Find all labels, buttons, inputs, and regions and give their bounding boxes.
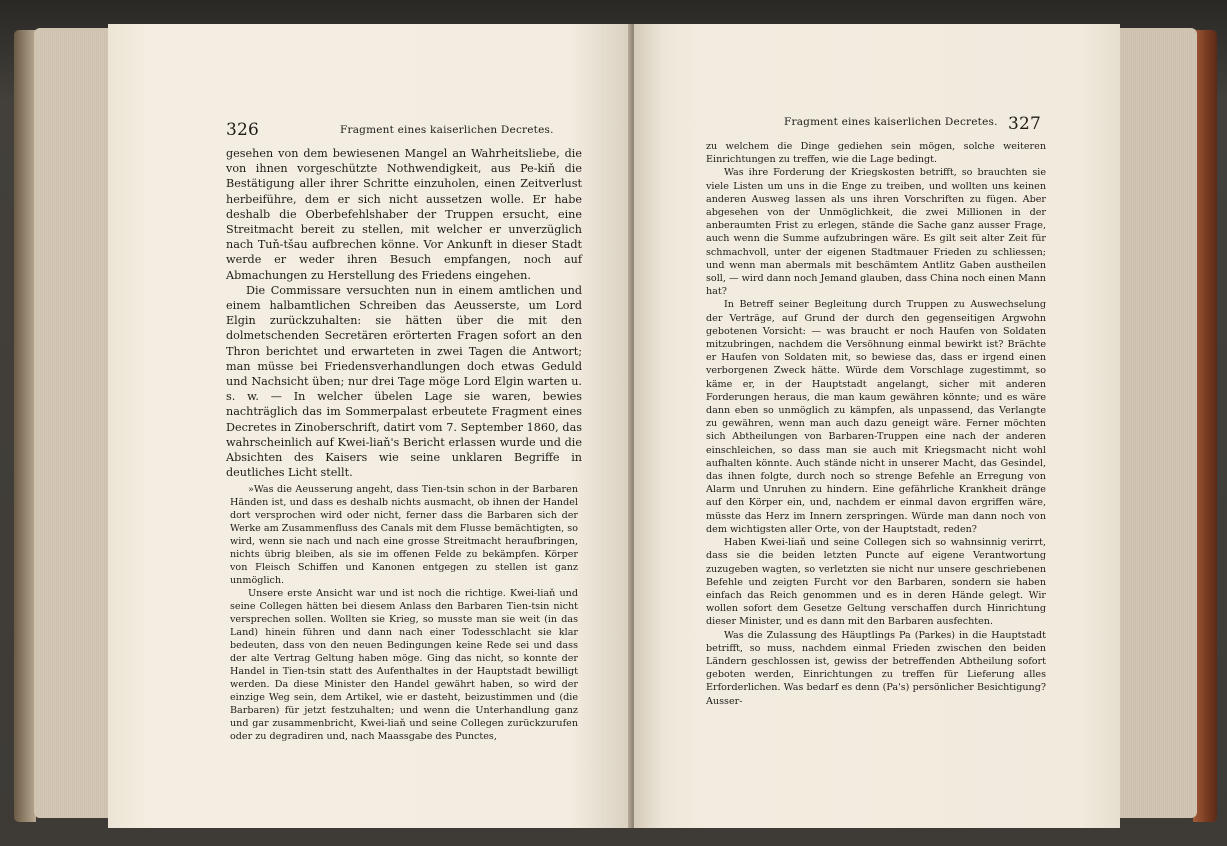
book-cover-left (14, 30, 36, 822)
right-page-text (706, 140, 1046, 708)
right-page-number: 327 (1008, 114, 1042, 134)
quote-paragraph: In Betreff seiner Begleitung durch Truppen zu Auswechselung der Verträge, auf Grund der durch den gegenseitigen Argwohn gebotenen Vorsicht: — was braucht er noch Haufen von Soldaten mitzubringen, nachdem die Versöhnung einmal bewirkt ist? Brächte er Haufen von Soldaten mit, so bewiese das, dass er irgend einen verborgenen Zweck hätte. Würde dem Vorschlage zugestimmt, so käme er, in der Hauptstadt angelangt, sicher mit anderen Forderungen heraus, die man kaum gewähren könnte; und es wäre dann eben so unmöglich zu kämpfen, als unpassend, das Verlangte zu gewähren, wenn man auch dazu geneigt wäre. Ferner möchten sich Abtheilungen von Barbaren-Truppen eine nach der anderen einschleichen, so dass man sie auch mit Kriegsmacht nicht wohl aufhalten könnte. Auch stände nicht in unserer Macht, das Gesindel, das ihnen folgte, durch noch so strenge Befehle an Erregung von Alarm und Unruhen zu hindern. Eine gefährliche Krankheit dränge auf den Körper ein, und, nachdem er einmal davon ergriffen wäre, müsste das Herz im Innern zerspringen. Würde man dann noch von dem wichtigsten aller Orte, von der Hauptstadt, reden? (706, 299, 1046, 535)
quote-paragraph: Haben Kwei-liaň und seine Collegen sich so wahnsinnig verirrt, dass sie die beiden letzten Puncte auf eigene Verantwortung zuzugeben wagten, so verletzten sie nicht nur unsere geschriebenen Befehle und zeigten Furcht vor den Barbaren, sondern sie haben einfach das Reich genommen und es in deren Hände gelegt. Wir wollen sofort dem Gesetze Geltung verschaffen durch Hinrichtung dieser Minister, und es dann mit den Barbaren ausfechten. (706, 537, 1046, 628)
right-page (634, 24, 1120, 828)
page-edges-left (34, 28, 110, 818)
quote-paragraph: zu welchem die Dinge gediehen sein mögen, solche weiteren Einrichtungen zu treffen, wie die Lage bedingt. (706, 141, 1046, 166)
left-page-header (108, 120, 632, 142)
left-page-text (226, 146, 582, 743)
left-page-number: 326 (226, 120, 260, 140)
paragraph: Die Commissare versuchten nun in einem amtlichen und einem halbamtlichen Schreiben das Aeusserste, um Lord Elgin zurückzuhalten: sie hätten über die mit den dolmetschenden Secretären erörterten Fragen sofort an den Thron berichtet und erwarteten in zwei Tagen die Antwort; man müsse bei Friedensverhandlungen doch etwas Geduld und Nachsicht üben; nur drei Tage möge Lord Elgin warten u. s. w. — In welcher übelen Lage sie waren, bewies nachträglich das im Sommerpalast erbeutete Fragment eines Decretes in Zinoberschrift, datirt vom 7. September 1860, das wahrscheinlich auf Kwei-liaň's Bericht erlassen wurde und die Absichten des Kaisers wie seine unklaren Begriffe in deutliches Licht stellt. (226, 283, 582, 480)
right-running-head: Fragment eines kaiserlichen Decretes. (784, 116, 998, 128)
quote-paragraph: »Was die Aeusserung angeht, dass Tien-tsin schon in der Barbaren Händen ist, und dass es deshalb nichts ausmacht, ob ihnen der Handel dort versprochen wird oder nicht, ferner dass die Barbaren sich der Werke am Zusammenfluss des Canals mit dem Flusse bemächtigten, so wird, wenn sie nach und nach eine grosse Streitmacht heraufbringen, nichts übrig bleiben, als sie im offenen Felde zu bekämpfen. Körper von Fleisch Schiffen und Kanonen entgegen zu stellen ist ganz unmöglich. (230, 484, 578, 587)
page-edges-right (1111, 28, 1197, 818)
right-page-header (634, 110, 1120, 132)
quote-paragraph: Was ihre Forderung der Kriegskosten betrifft, so brauchten sie viele Listen um uns in die Enge zu treiben, und wollten uns keinen anderen Ausweg lassen als uns ihren Vorschriften zu fügen. Aber abgesehen von der Unmöglichkeit, die zwei Millionen in der anberaumten Frist zu erlegen, stände die Sache ganz ausser Frage, auch wenn die Summe aufzubringen wäre. Es gilt seit alter Zeit für schmachvoll, unter der eigenen Stadtmauer Frieden zu schliessen; und wenn man abermals mit beschämtem Antlitz Gaben austheilen soll, — wird dann noch Jemand glauben, dass China noch einen Mann hat? (706, 167, 1046, 298)
quote-paragraph: Was die Zulassung des Häuptlings Pa (Parkes) in die Hauptstadt betrifft, so muss, nachdem einmal Frieden zwischen den beiden Ländern geschlossen ist, gewiss der betreffenden Abtheilung sofort geboten werden, Einrichtungen zu treffen für Lieferung alles Erforderlichen. Was bedarf es denn (Pa's) persönlicher Besichtigung? Ausser- (706, 629, 1046, 707)
paragraph: gesehen von dem bewiesenen Mangel an Wahrheitsliebe, die von ihnen vorgeschützte Nothwendigkeit, aus Pe-kiň die Bestätigung aller ihrer Schritte einzuholen, einen Zeitverlust herbeiführe, dem er sich nicht aussetzen wolle. Er habe deshalb die Oberbefehlshaber der Truppen ersucht, eine Streitmacht bereit zu stellen, mit welcher er unverzüglich nach Tuň-tšau aufbrechen könne. Vor Ankunft in dieser Stadt werde er weder ihren Besuch empfangen, noch auf Abmachungen zu Herstellung des Friedens eingehen. (226, 147, 582, 282)
left-running-head: Fragment eines kaiserlichen Decretes. (340, 124, 554, 136)
quote-paragraph: Unsere erste Ansicht war und ist noch die richtige. Kwei-liaň und seine Collegen hätten bei diesem Anlass den Barbaren Tien-tsin nicht versprechen sollen. Wollten sie Krieg, so musste man sie weit (in das Land) hinein führen und dann nach einer Todesschlacht sie klar bedeuten, dass von den neuen Bedingungen keine Rede sei und dass der alte Vertrag Geltung haben möge. Ging das nicht, so konnte der Handel in Tien-tsin statt des Aufenthaltes in der Hauptstadt bewilligt werden. Da diese Minister den Handel gewährt haben, so wird der einzige Weg sein, dem Artikel, wie er dasteht, beizustimmen und (die Barbaren) für jetzt festzuhalten; und wenn die Unterhandlung ganz und gar zusammenbricht, Kwei-liaň und seine Collegen zurückzurufen oder zu degradiren und, nach Maassgabe des Punctes, (230, 588, 578, 743)
left-page (108, 24, 632, 828)
